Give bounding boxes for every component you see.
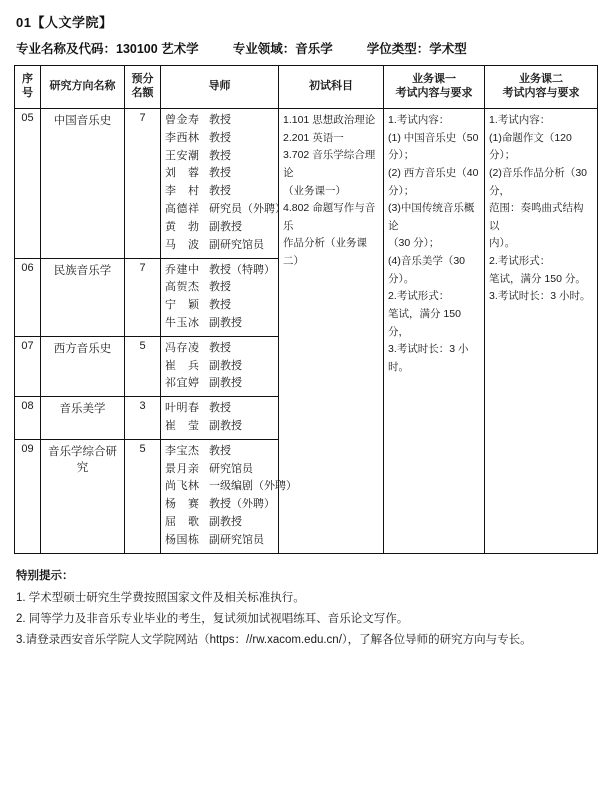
note-item: 2. 同等学力及非音乐专业毕业的考生，复试须加试视唱练耳、音乐论文写作。 xyxy=(16,613,409,626)
cell-no: 09 xyxy=(15,439,41,553)
cell-direction: 中国音乐史 xyxy=(41,109,125,259)
cell-no: 08 xyxy=(15,397,41,440)
tutor-title: 教授（特聘） xyxy=(209,263,275,276)
tutor-name: 崔 莹 xyxy=(165,420,200,432)
tutor-name: 王安潮 xyxy=(165,149,200,162)
tutor-title: 副教授 xyxy=(209,316,242,329)
cell-biz1-line: (2) 西方音乐史（40 xyxy=(388,166,479,179)
tutor-name: 屈 歌 xyxy=(165,516,200,529)
cell-biz2-line: 3.考试时长：3 小时。 xyxy=(489,290,591,303)
tutor-title: 教授 xyxy=(209,167,231,180)
major-code: 专业名称及代码：130100 艺术学 xyxy=(16,42,199,56)
tutor-entry xyxy=(165,532,274,550)
tutor-title: 教授（外聘） xyxy=(209,498,275,511)
tutor-title: 副教授 xyxy=(209,359,242,372)
cell-biz2 xyxy=(485,109,598,554)
tutor-name: 尚飞林 xyxy=(165,480,200,493)
tutor-name: 祁宜婷 xyxy=(165,377,200,390)
tutor-title: 一级编剧（外聘） xyxy=(209,480,297,493)
cell-biz1-line: 2.考试形式： xyxy=(388,290,450,303)
cell-quota: 5 xyxy=(125,439,161,553)
cell-no: 06 xyxy=(15,258,41,336)
tutor-title: 教授 xyxy=(209,299,231,312)
cell-quota: 5 xyxy=(125,336,161,396)
note-item: 1. 学术型硕士研究生学费按照国家文件及相关标准执行。 xyxy=(16,591,305,604)
tutor-entry xyxy=(165,400,274,418)
tutor-title: 副教授 xyxy=(209,220,242,233)
tutor-title: 教授 xyxy=(209,341,231,354)
col-header-biz1-line1: 业务课一 xyxy=(412,73,456,86)
tutor-title: 副教授 xyxy=(209,377,242,390)
cell-first-exam-line: （业务课一） xyxy=(283,184,346,197)
special-notes xyxy=(16,566,595,652)
cell-direction: 音乐美学 xyxy=(41,397,125,440)
tutor-entry xyxy=(165,183,274,201)
tutor-entry xyxy=(165,297,274,315)
tutor-name: 李西林 xyxy=(165,131,200,144)
tutor-name: 杨国栋 xyxy=(165,533,200,546)
cell-quota: 7 xyxy=(125,109,161,259)
cell-tutor-list xyxy=(161,397,279,440)
tutor-title: 研究馆员 xyxy=(209,462,253,475)
page-title: 01【人文学院】 xyxy=(16,15,113,30)
table-row xyxy=(15,109,598,259)
cell-direction: 民族音乐学 xyxy=(41,258,125,336)
tutor-title: 研究员（外聘） xyxy=(209,203,286,216)
cell-quota: 7 xyxy=(125,258,161,336)
tutor-name: 马 波 xyxy=(165,238,200,251)
cell-biz2-line: (2)音乐作品分析（30 分， xyxy=(489,166,588,197)
tutor-title: 副研究馆员 xyxy=(209,238,264,251)
cell-biz1-line: 1.考试内容： xyxy=(388,114,450,126)
tutor-title: 教授 xyxy=(209,444,231,457)
cell-biz1-line: 分）； xyxy=(388,184,415,197)
tutor-title: 教授 xyxy=(209,402,231,415)
tutor-entry xyxy=(165,514,274,532)
tutor-name: 杨 赛 xyxy=(165,498,200,511)
cell-no: 07 xyxy=(15,336,41,396)
cell-biz1-line: (3)中国传统音乐概论 xyxy=(388,202,475,232)
cell-tutor-list xyxy=(161,109,286,259)
tutor-title: 教授 xyxy=(209,281,231,294)
cell-first-exam-line: 3.702 音乐学综合理论 xyxy=(283,149,376,179)
tutor-title: 副研究馆员 xyxy=(209,533,264,546)
col-header-biz1 xyxy=(384,66,485,109)
tutor-name: 刘 蓉 xyxy=(165,167,200,180)
tutor-entry xyxy=(165,461,274,479)
tutor-name: 宁 颖 xyxy=(165,299,200,312)
cell-first-exam-line: 4.802 命题写作与音乐 xyxy=(283,202,376,232)
cell-biz2-line: 笔试，满分 150 分。 xyxy=(489,272,586,285)
cell-biz1-line: （30 分）； xyxy=(388,237,440,250)
cell-tutor-list xyxy=(161,258,279,336)
tutor-name: 叶明春 xyxy=(165,402,200,415)
cell-first-exam-line: 1.101 思想政治理论 xyxy=(283,114,376,126)
tutor-entry xyxy=(165,148,274,166)
tutor-name: 曾金寿 xyxy=(165,114,200,126)
cell-no: 05 xyxy=(15,109,41,259)
tutor-name: 高贺杰 xyxy=(165,281,200,294)
tutor-entry xyxy=(165,262,274,280)
cell-biz1-line: (4)音乐美学（30 分）。 xyxy=(388,255,466,285)
tutor-name: 崔 兵 xyxy=(165,359,200,372)
tutor-entry xyxy=(165,219,274,237)
cell-biz2-line: 2.考试形式： xyxy=(489,255,551,267)
col-header-first-exam: 初试科目 xyxy=(279,66,384,109)
tutor-name: 高德祥 xyxy=(165,203,200,216)
tutor-entry xyxy=(165,418,274,436)
tutor-entry xyxy=(165,340,274,358)
cell-biz1-line: 笔试，满分 150 分， xyxy=(388,307,461,338)
tutor-title: 副教授 xyxy=(209,420,242,432)
cell-quota: 3 xyxy=(125,397,161,440)
cell-biz2-line: 内）。 xyxy=(489,237,516,250)
tutor-entry xyxy=(165,237,274,255)
col-header-no: 序号 xyxy=(15,66,41,109)
tutor-title: 教授 xyxy=(209,114,231,126)
tutor-title: 教授 xyxy=(209,149,231,162)
cell-direction: 音乐学综合研究 xyxy=(41,439,125,553)
tutor-title: 教授 xyxy=(209,131,231,144)
tutor-name: 乔建中 xyxy=(165,263,200,276)
cell-first-exam-line: 2.201 英语一 xyxy=(283,131,344,144)
col-header-tutor: 导师 xyxy=(161,66,279,109)
tutor-name: 李宝杰 xyxy=(165,444,200,457)
programs-table xyxy=(14,65,598,554)
tutor-entry xyxy=(165,358,274,376)
table-header-row xyxy=(15,66,598,109)
tutor-entry xyxy=(165,130,274,148)
tutor-name: 黄 勃 xyxy=(165,220,200,233)
cell-biz2-line: 范围：奏鸣曲式结构以 xyxy=(489,202,584,232)
tutor-name: 冯存凌 xyxy=(165,341,200,354)
notes-title: 特别提示： xyxy=(16,569,74,582)
cell-direction: 西方音乐史 xyxy=(41,336,125,396)
meta-row xyxy=(16,39,597,57)
cell-first-exam-line: 作品分析（业务课二） xyxy=(283,237,367,267)
col-header-biz1-line2: 考试内容与要求 xyxy=(395,87,473,99)
tutor-entry xyxy=(165,443,274,461)
cell-tutor-list xyxy=(161,439,297,553)
tutor-entry xyxy=(165,315,274,333)
tutor-name: 景月亲 xyxy=(165,462,200,475)
table-body xyxy=(15,109,598,554)
col-header-biz2-line1: 业务课二 xyxy=(519,73,563,86)
col-header-quota: 预分名额 xyxy=(125,66,161,109)
tutor-entry xyxy=(165,375,274,393)
col-header-biz2-line2: 考试内容与要求 xyxy=(502,87,580,99)
cell-biz1-line: (1) 中国音乐史（50 xyxy=(388,131,479,144)
note-item: 3.请登录西安音乐学院人文学院网站（https：//rw.xacom.edu.cn/），了解各位导师的研究方向与专长。 xyxy=(16,634,532,647)
tutor-entry xyxy=(165,165,274,183)
cell-biz2-line: (1)命题作文（120 分）； xyxy=(489,131,572,162)
cell-biz1-line: 3.考试时长：3 小时。 xyxy=(388,343,469,373)
col-header-biz2 xyxy=(485,66,598,109)
degree-type: 学位类型：学术型 xyxy=(366,42,467,56)
cell-biz1-line: 分）； xyxy=(388,149,415,162)
major-field: 专业领域：音乐学 xyxy=(232,42,333,56)
tutor-entry xyxy=(165,112,274,130)
cell-tutor-list xyxy=(161,336,279,396)
tutor-title: 副教授 xyxy=(209,516,242,529)
tutor-entry xyxy=(165,279,274,297)
tutor-name: 牛玉冰 xyxy=(165,316,200,329)
col-header-direction: 研究方向名称 xyxy=(41,66,125,109)
tutor-name: 李 村 xyxy=(165,185,200,198)
tutor-entry xyxy=(165,201,286,219)
tutor-title: 教授 xyxy=(209,185,231,198)
tutor-entry xyxy=(165,496,274,514)
tutor-entry xyxy=(165,478,297,496)
cell-biz2-line: 1.考试内容： xyxy=(489,114,551,126)
cell-biz1 xyxy=(384,109,485,554)
